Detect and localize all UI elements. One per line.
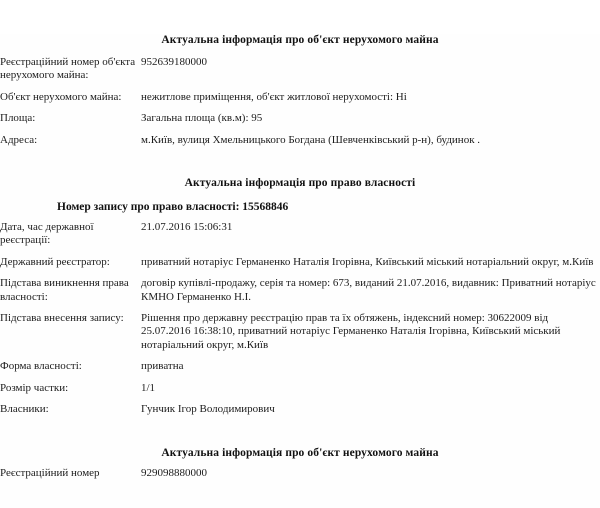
field-value: нежитлове приміщення, об'єкт житлової нерухомості: Ні (141, 90, 407, 103)
table-row (0, 134, 600, 155)
table-row (0, 256, 600, 277)
document-page (0, 34, 600, 508)
field-value: приватний нотаріус Германенко Наталія Ігорівна, Київський міський нотаріальний округ, м.Київ (141, 255, 594, 268)
field-value: 929098880000 (141, 466, 207, 479)
field-value: 952639180000 (141, 56, 207, 68)
ownership-fields-table (0, 221, 600, 424)
table-row (0, 403, 600, 424)
table-row (0, 360, 600, 381)
section-title-ownership: Актуальна інформація про право власності (184, 177, 416, 190)
field-label: Державний реєстратор: (0, 255, 110, 268)
field-label: Площа: (0, 112, 36, 125)
field-value: 1/1 (141, 381, 156, 394)
property-top-rows (0, 56, 600, 155)
ownership-rows (0, 221, 600, 424)
field-label: Об'єкт нерухомого майна: (0, 90, 122, 103)
field-value: Рішення про державну реєстрацію прав та їх обтяжень, індексний номер: 30622009 від 25.07.2016 16:38:10, приватний нотаріус Германенко Наталія Ігорівна, Київський міський нотаріальний округ, м.Київ (141, 312, 561, 351)
field-label: Реєстраційний номер (0, 466, 100, 479)
field-value: Загальна площа (кв.м): 95 (141, 112, 263, 125)
field-value: договір купівлі-продажу, серія та номер: 673, виданий 21.07.2016, видавник: Приватний нотаріус КМНО Германенко Н.І. (141, 277, 596, 303)
section-title-property-top: Актуальна інформація про об'єкт нерухомого майна (161, 34, 439, 46)
table-row (0, 112, 600, 133)
table-row (0, 312, 600, 360)
field-label: Власники: (0, 403, 49, 416)
ownership-record-number: Номер запису про право власності: 15568846 (57, 201, 289, 214)
section-title-property-bottom: Актуальна інформація про об'єкт нерухомого майна (161, 446, 439, 459)
table-row (0, 382, 600, 403)
field-value: Гунчик Ігор Володимирович (141, 403, 275, 416)
field-label: Підстава внесення запису: (0, 312, 124, 325)
field-label: Розмір частки: (0, 381, 69, 394)
table-row (0, 56, 600, 91)
property-bottom-fields-table (0, 467, 600, 488)
table-row (0, 221, 600, 256)
table-row (0, 467, 600, 488)
property-bottom-rows (0, 467, 600, 488)
field-value: м.Київ, вулиця Хмельницького Богдана (Шевченківський р-н), будинок . (141, 133, 481, 146)
table-row (0, 277, 600, 312)
field-value: приватна (141, 360, 184, 373)
property-top-fields-table (0, 56, 600, 155)
table-row (0, 91, 600, 112)
field-label: Дата, час державної реєстрації: (0, 221, 94, 247)
field-label: Адреса: (0, 133, 38, 146)
field-label: Підстава виникнення права власності: (0, 277, 129, 303)
field-label: Форма власності: (0, 360, 82, 373)
field-label: Реєстраційний номер об'єкта нерухомого майна: (0, 56, 136, 82)
field-value: 21.07.2016 15:06:31 (141, 221, 233, 234)
